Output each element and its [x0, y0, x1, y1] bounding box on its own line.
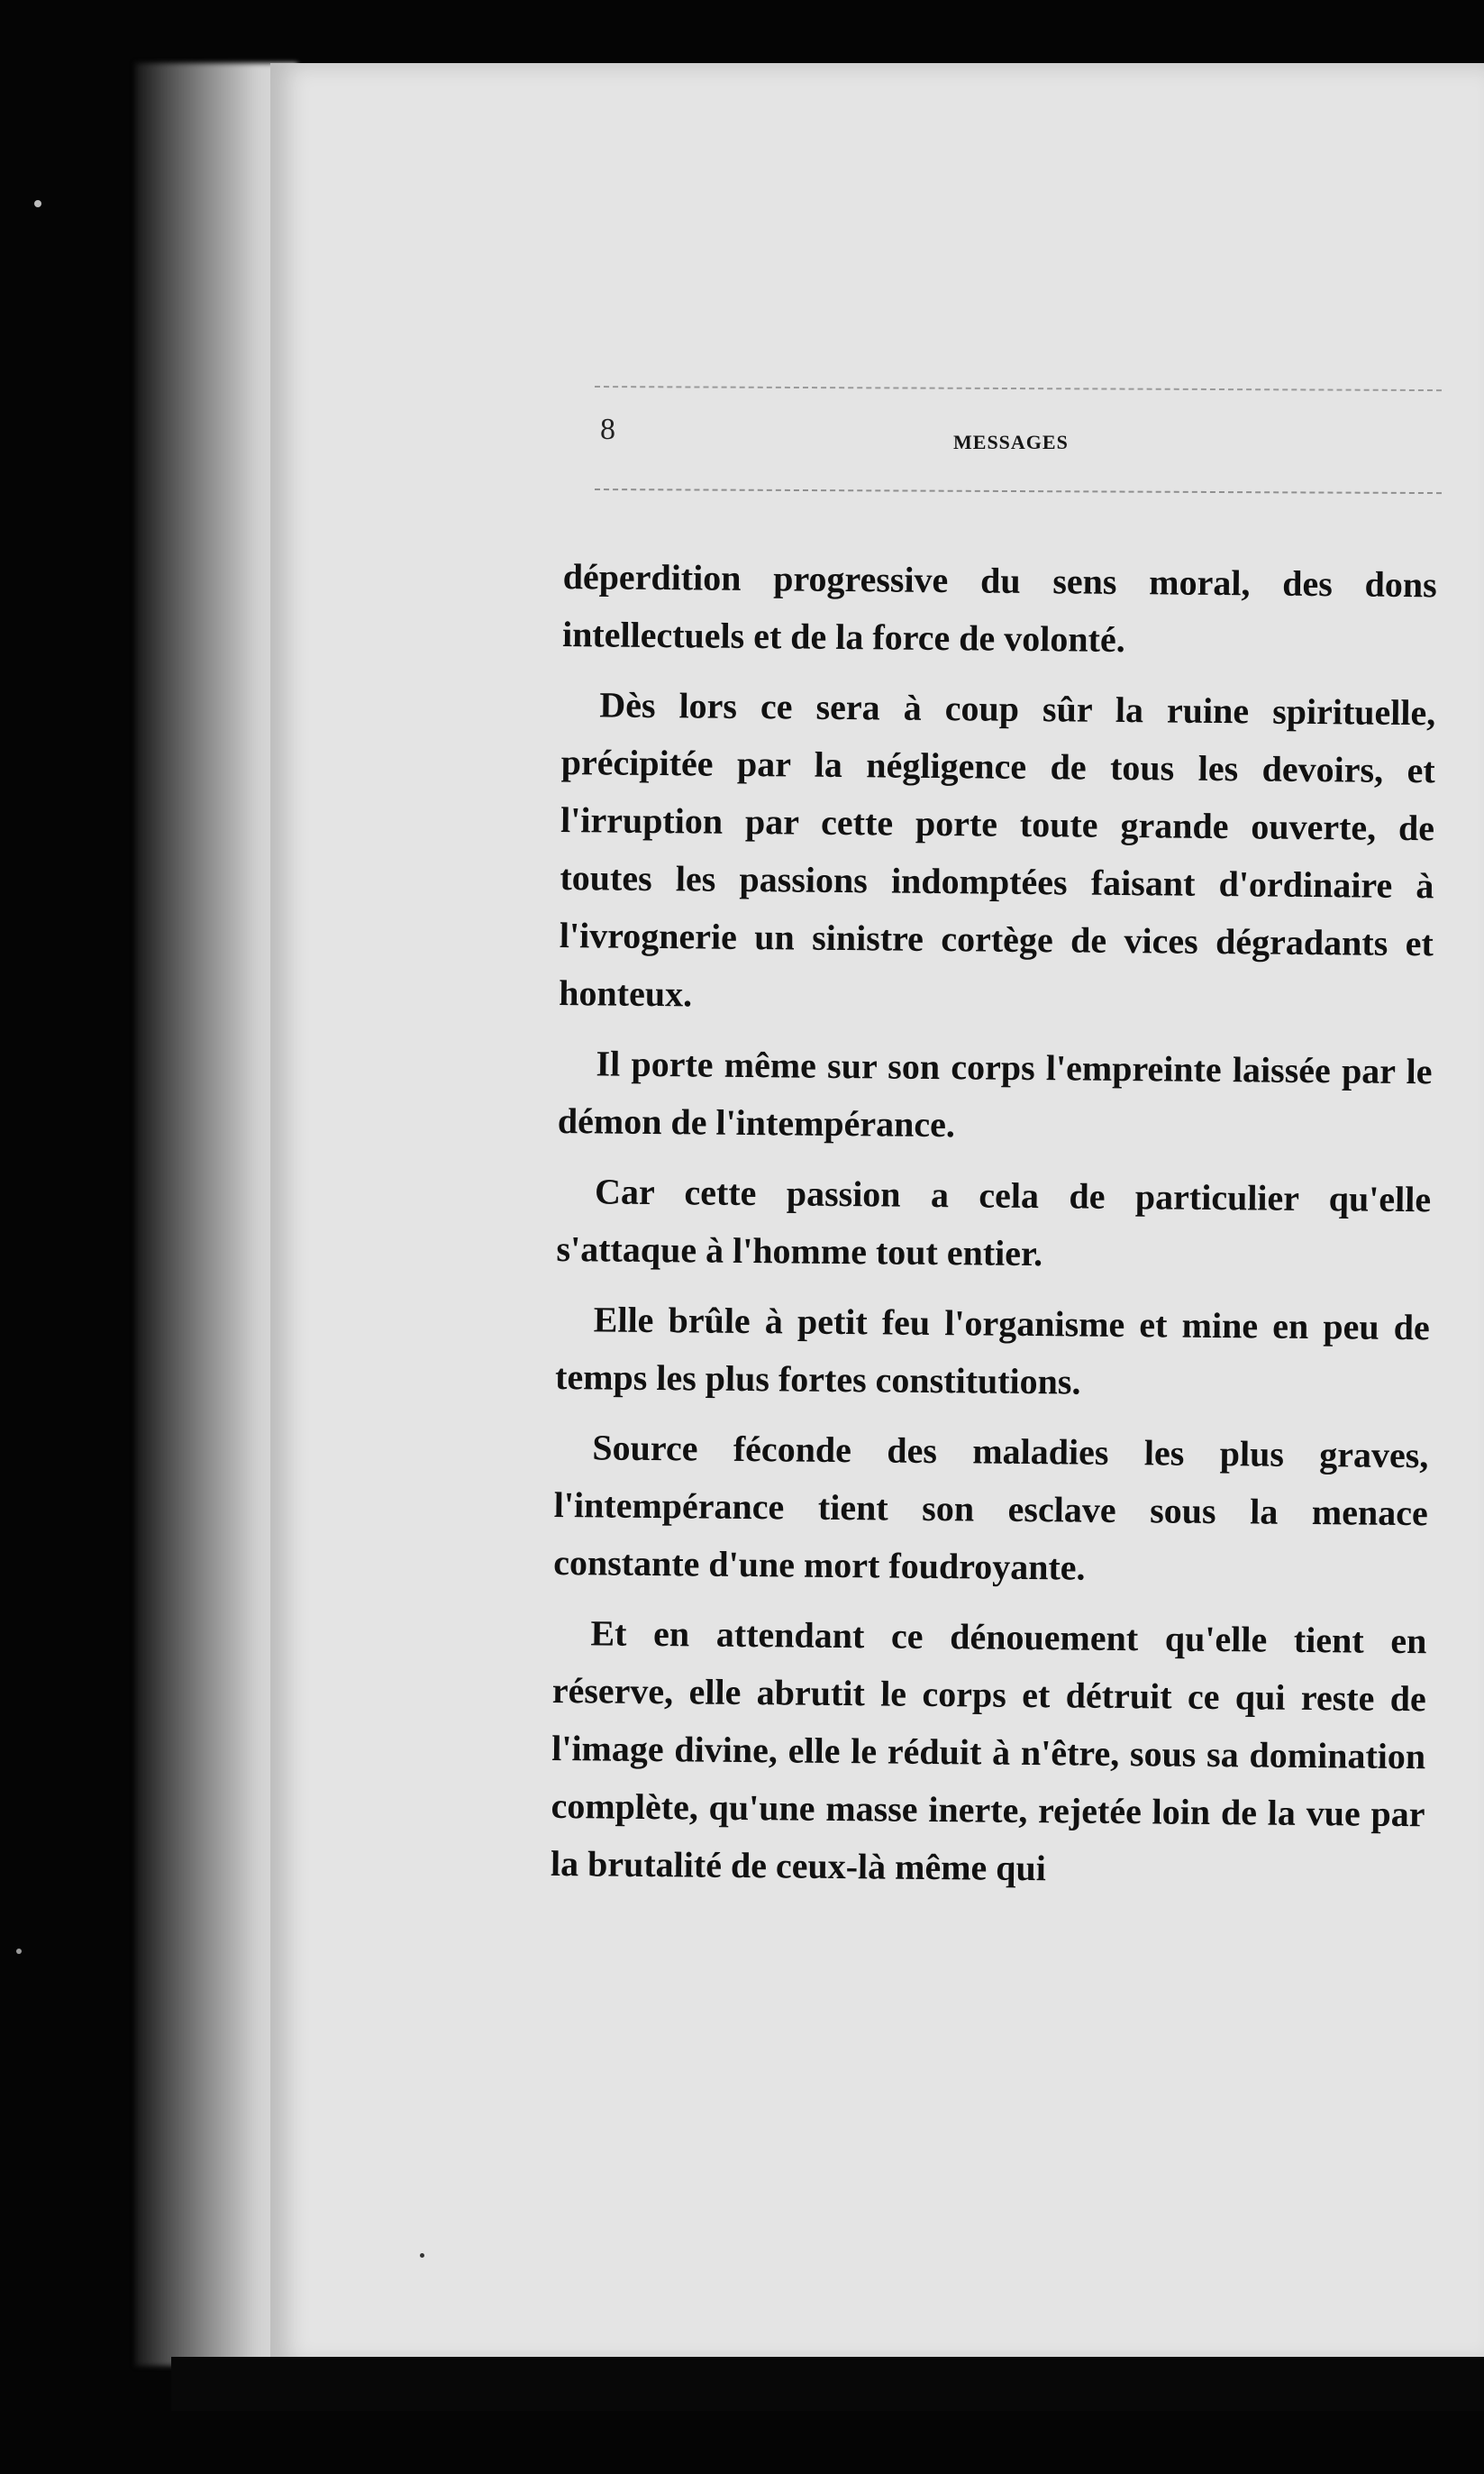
scan-speck: [34, 200, 41, 207]
scan-speck: [420, 2253, 424, 2258]
page-number: 8: [600, 413, 615, 446]
page-bottom-shadow: [171, 2357, 1484, 2411]
paragraph: Source féconde des maladies les plus graves, l'intempérance tient son esclave sous la menace constante d'une mort foudroyante.: [552, 1427, 1429, 1588]
running-title: MESSAGES: [953, 431, 1069, 453]
page-header: [595, 379, 1460, 514]
paragraph: Elle brûle à petit feu l'organisme et mine en peu de temps les plus fortes constitutions.: [554, 1299, 1430, 1402]
scan-speck: [16, 1949, 22, 1954]
header-rule-bottom: [595, 488, 1442, 494]
page-body-text: [551, 548, 1437, 1913]
paragraph: Et en attendant ce dénouement qu'elle tient en réserve, elle abrutit le corps et détruit ce qui reste de l'image divine, elle le réduit à n'être, sous sa domination complète, qu'une masse inerte, rejetée loin de la vue par la brutalité de ceux-là même qui: [550, 1612, 1427, 1889]
paragraph: déperdition progressive du sens moral, des dons intellectuels et de la force de volonté.: [561, 555, 1437, 660]
paragraph: Car cette passion a cela de particulier qu'elle s'attaque à l'homme tout entier.: [556, 1171, 1432, 1274]
paragraph: Il porte même sur son corps l'empreinte laissée par le démon de l'intempérance.: [557, 1043, 1433, 1146]
paragraph: Dès lors ce sera à coup sûr la ruine spirituelle, précipitée par la négligence de tous les devoirs, et l'irruption par cette porte toute grande ouverte, de toutes les passions indomptées faisant d'ordinaire à l'ivrognerie un sinistre cortège de vices dégradants et honteux.: [559, 684, 1436, 1015]
header-rule-top: [595, 386, 1442, 391]
